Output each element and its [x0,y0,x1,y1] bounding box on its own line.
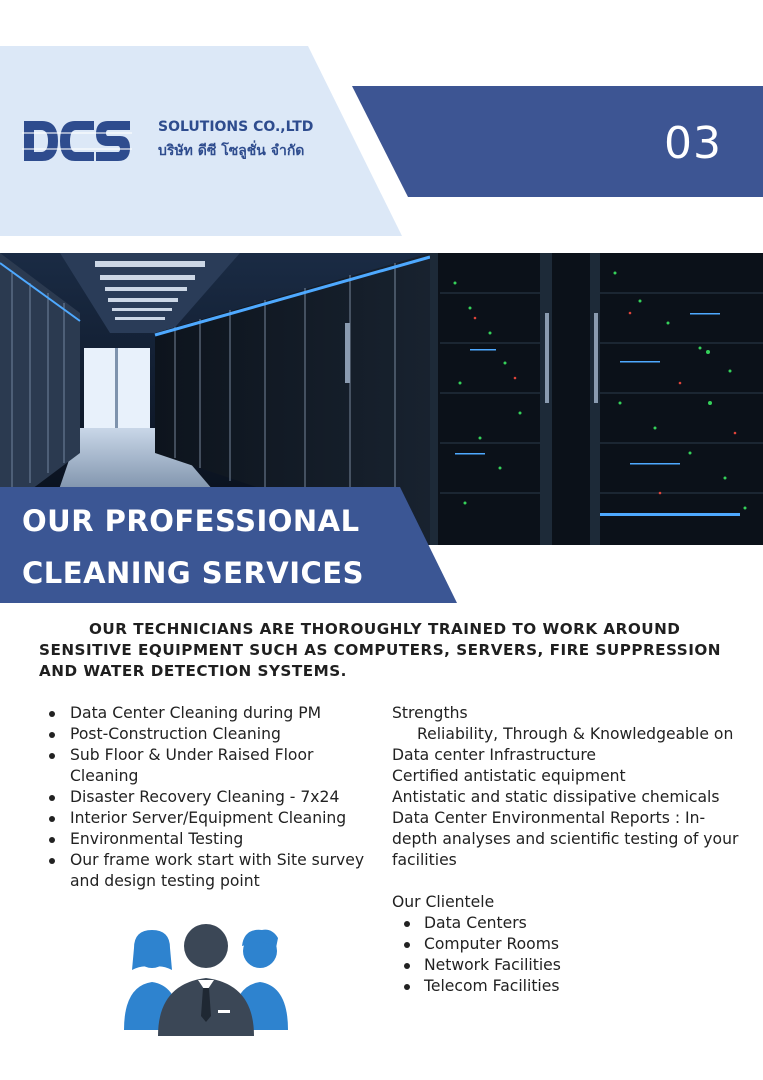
list-item: Post-Construction Cleaning [48,724,378,745]
list-item: Network Facilities [392,955,742,976]
company-name-en: SOLUTIONS CO.,LTD [158,119,314,135]
list-item: Environmental Testing [48,829,378,850]
company-logo [22,116,314,168]
bullet-icon [49,795,55,801]
section-title-line1: OUR PROFESSIONAL [22,504,360,538]
strengths-heading: Strengths [392,704,468,722]
clientele-heading: Our Clientele [392,893,495,911]
intro-paragraph: OUR TECHNICIANS ARE THOROUGHLY TRAINED TO WORK AROUND SENSITIVE EQUIPMENT SUCH AS COMPUTERS, SERVERS, FIRE SUPPRESSION AND WATER DETECTION SYSTEMS. [39,620,722,680]
list-item: Data Center Cleaning during PM [48,703,378,724]
bullet-icon [49,837,55,843]
section-title-line2: CLEANING SERVICES [22,556,364,590]
bullet-icon [49,711,55,717]
list-item: Data Centers [392,913,742,934]
strengths-section [392,703,742,997]
bullet-icon [404,921,410,927]
list-item: Telecom Facilities [392,976,742,997]
list-item: Computer Rooms [392,934,742,955]
list-item: Interior Server/Equipment Cleaning [48,808,378,829]
list-item: Disaster Recovery Cleaning - 7x24 [48,787,378,808]
bullet-icon [49,732,55,738]
bullet-icon [49,816,55,822]
bullet-icon [49,858,55,864]
list-item: Sub Floor & Under Raised Floor Cleaning [48,745,378,787]
strength-item: Certified antistatic equipment [392,767,626,785]
page-number: 03 [664,118,722,169]
strength-item: Reliability, Through & Knowledgeable on Data center Infrastructure [392,725,734,764]
strength-item: Antistatic and static dissipative chemicals [392,788,720,806]
bullet-icon [404,984,410,990]
services-list [48,703,378,892]
bullet-icon [49,753,55,759]
dcs-logo-mark [22,118,132,164]
list-item: Our frame work start with Site survey and design testing point [48,850,378,892]
strength-item: Data Center Environmental Reports : In-depth analyses and scientific testing of your facilities [392,809,739,869]
bullet-icon [404,942,410,948]
bullet-icon [404,963,410,969]
clientele-list [392,913,742,997]
company-name-th: บริษัท ดีซี โซลูชั่น จำกัด [158,143,305,159]
team-people-icon [120,918,292,1036]
